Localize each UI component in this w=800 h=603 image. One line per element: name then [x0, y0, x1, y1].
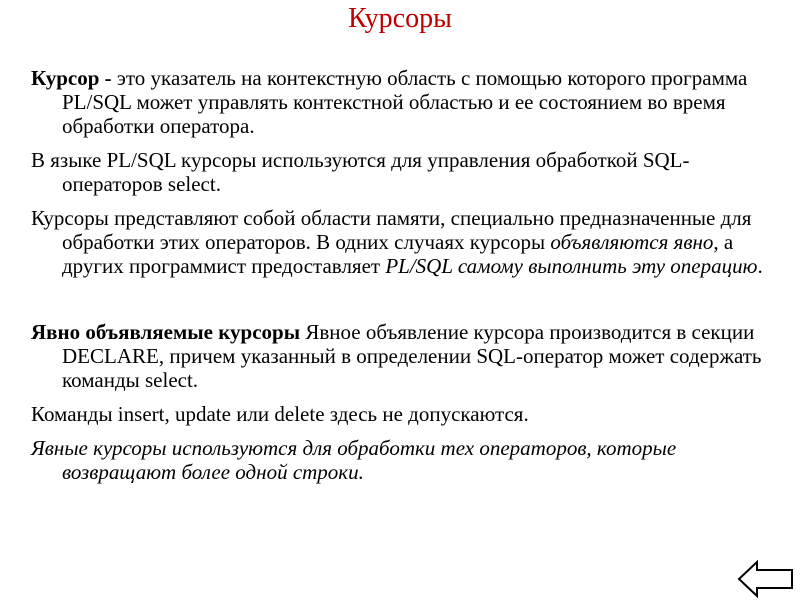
paragraph-explicit-cursors [31, 320, 771, 392]
cursor-memory-italic-a: объявляются явно [550, 230, 714, 254]
cursor-definition-text: это указатель на контекстную область с помощью которого программа PL/SQL может управлять контекстной областью и ее состоянием во время обработки оператора. [62, 66, 748, 138]
paragraph-explicit-usage: Явные курсоры используются для обработки тех операторов, которые возвращают более одной строки. [31, 436, 677, 484]
left-arrow-shape [739, 562, 792, 596]
paragraph-dml-restriction: Команды insert, update или delete здесь не допускаются. [31, 402, 529, 426]
paragraph-plsql-usage: В языке PL/SQL курсоры используются для управления обработкой SQL-операторов select. [31, 148, 690, 196]
slide-title: Курсоры [348, 3, 452, 34]
slide-content [31, 66, 771, 484]
term-cursor: Курсор - [31, 66, 112, 90]
cursor-memory-text-b: , а других программист предоставляет [62, 230, 734, 278]
explicit-cursors-text: Явное объявление курсора производится в секции DECLARE, причем указанный в определении SQL-оператор может содержать команды select. [62, 320, 762, 392]
left-arrow-icon [737, 560, 795, 598]
cursor-memory-text-a: Курсоры представляют собой области памяти, специально предназначенные для обработки этих операторов. В одних случаях курсоры [31, 206, 752, 254]
paragraph-cursor-definition [31, 66, 771, 138]
heading-explicit-cursors: Явно объявляемые курсоры [31, 320, 301, 344]
back-button[interactable] [737, 560, 795, 598]
paragraph-cursor-memory [31, 206, 771, 278]
cursor-memory-italic-b: PL/SQL самому выполнить эту операцию [385, 254, 758, 278]
cursor-memory-text-c: . [757, 254, 763, 278]
